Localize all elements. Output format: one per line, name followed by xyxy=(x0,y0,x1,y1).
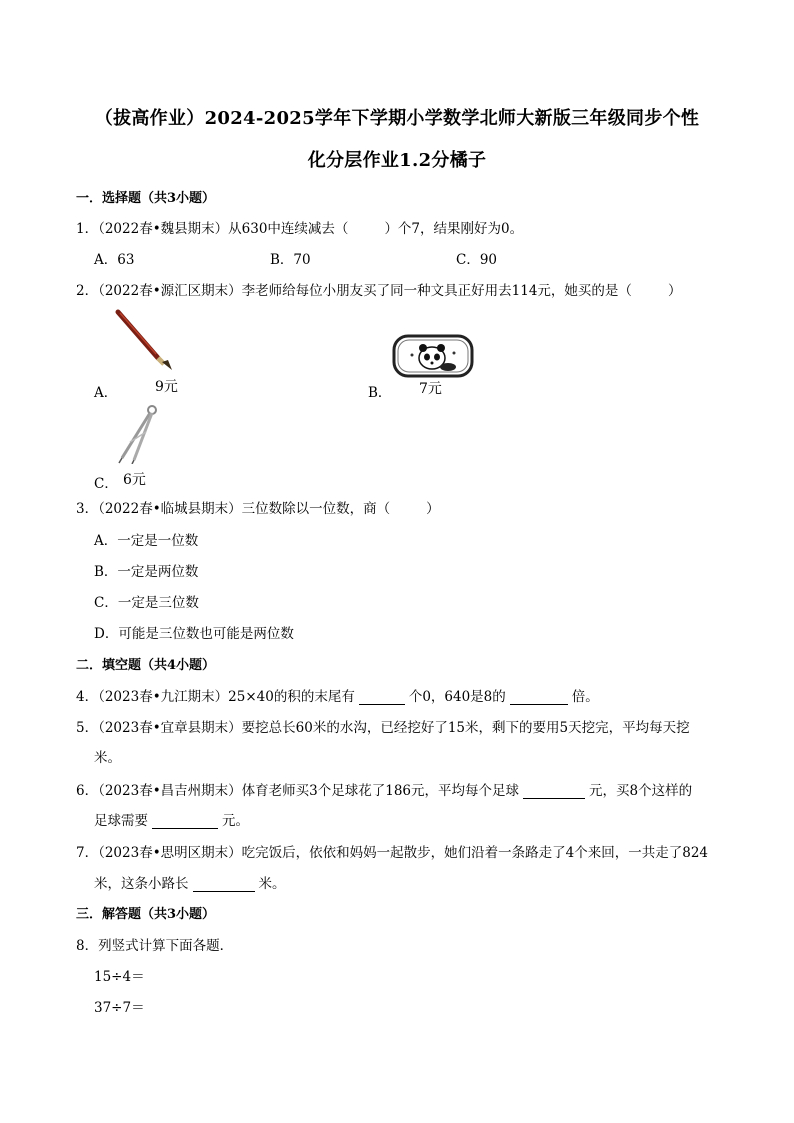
compass-icon xyxy=(112,402,166,464)
question-2-text-b: ） xyxy=(667,283,682,299)
title-line-1: （拔高作业）2024-2025学年下学期小学数学北师大新版三年级同步个性 xyxy=(94,108,700,129)
question-1 xyxy=(76,217,523,237)
question-4-text-b: 个0，640是8的 xyxy=(408,689,506,705)
section-heading-choice: 一．选择题（共3小题） xyxy=(76,191,216,206)
question-1-option-b: B．70 xyxy=(270,252,311,268)
answer-blank[interactable] xyxy=(523,784,585,799)
question-3-text-a: 3．（2022春•临城县期末）三位数除以一位数，商（ xyxy=(76,501,391,517)
question-4-text-c: 倍。 xyxy=(571,689,599,705)
pencil-case-icon xyxy=(392,333,474,379)
question-6-text-a: 6．（2023春•昌吉州期末）体育老师买3个足球花了186元，平均每个足球 xyxy=(76,783,520,799)
section-heading-solve: 三．解答题（共3小题） xyxy=(76,907,216,922)
brush-icon xyxy=(112,308,178,374)
question-2-text-a: 2．（2022春•源汇区期末）李老师给每位小朋友买了同一种文具正好用去114元，她买的是（ xyxy=(76,283,632,299)
question-8-expr-1: 15÷4＝ xyxy=(94,969,145,985)
answer-blank[interactable] xyxy=(193,877,255,892)
question-2-option-b-price: 7元 xyxy=(419,381,442,397)
question-1-option-c: C．90 xyxy=(456,252,498,268)
question-5-line-1: 5．（2023春•宜章县期末）要挖总长60米的水沟，已经挖好了15米，剩下的要用5天挖完，平均每天挖 xyxy=(76,720,690,736)
question-3-option-d: D．可能是三位数也可能是两位数 xyxy=(94,626,294,642)
question-6-text-b: 元，买8个这样的 xyxy=(589,783,693,799)
question-8-expr-2: 37÷7＝ xyxy=(94,1000,145,1016)
question-2 xyxy=(76,279,681,299)
question-8: 8．列竖式计算下面各题． xyxy=(76,938,234,954)
section-heading-fill: 二．填空题（共4小题） xyxy=(76,658,216,673)
question-1-text-b: ）个7，结果刚好为0。 xyxy=(384,221,524,237)
question-3-option-c: C．一定是三位数 xyxy=(94,595,199,611)
title-line-2: 化分层作业1.2分橘子 xyxy=(307,150,487,171)
question-2-option-a-label: A． xyxy=(94,385,118,401)
question-2-option-c-price: 6元 xyxy=(123,472,146,488)
question-7-text-c: 米。 xyxy=(258,876,286,892)
question-3-text-b: ） xyxy=(426,501,440,517)
question-2-option-a-price: 9元 xyxy=(155,379,178,395)
answer-blank[interactable] xyxy=(152,814,218,829)
question-6-line-2 xyxy=(94,809,249,829)
answer-blank[interactable] xyxy=(359,690,405,705)
question-3 xyxy=(76,497,440,517)
question-5-line-2: 米。 xyxy=(94,750,121,766)
question-4 xyxy=(76,685,599,705)
question-7-line-1: 7．（2023春•思明区期末）吃完饭后，依依和妈妈一起散步，她们沿着一条路走了4个来回，一共走了824 xyxy=(76,845,709,861)
question-4-text-a: 4．（2023春•九江期末）25×40的积的末尾有 xyxy=(76,689,355,705)
question-1-text-a: 1．（2022春•魏县期末）从630中连续减去（ xyxy=(76,221,349,237)
question-3-option-b: B．一定是两位数 xyxy=(94,564,199,580)
question-7-line-2 xyxy=(94,872,286,892)
question-2-option-c-label: C． xyxy=(94,476,118,492)
answer-blank[interactable] xyxy=(510,690,568,705)
question-6-text-d: 元。 xyxy=(222,813,249,829)
question-2-option-b-label: B． xyxy=(368,385,392,401)
question-3-option-a: A．一定是一位数 xyxy=(94,533,199,549)
question-6-line-1 xyxy=(76,779,692,799)
question-6-text-c: 足球需要 xyxy=(94,813,148,829)
question-7-text-b: 米，这条小路长 xyxy=(94,876,189,892)
question-1-option-a: A．63 xyxy=(94,252,135,268)
